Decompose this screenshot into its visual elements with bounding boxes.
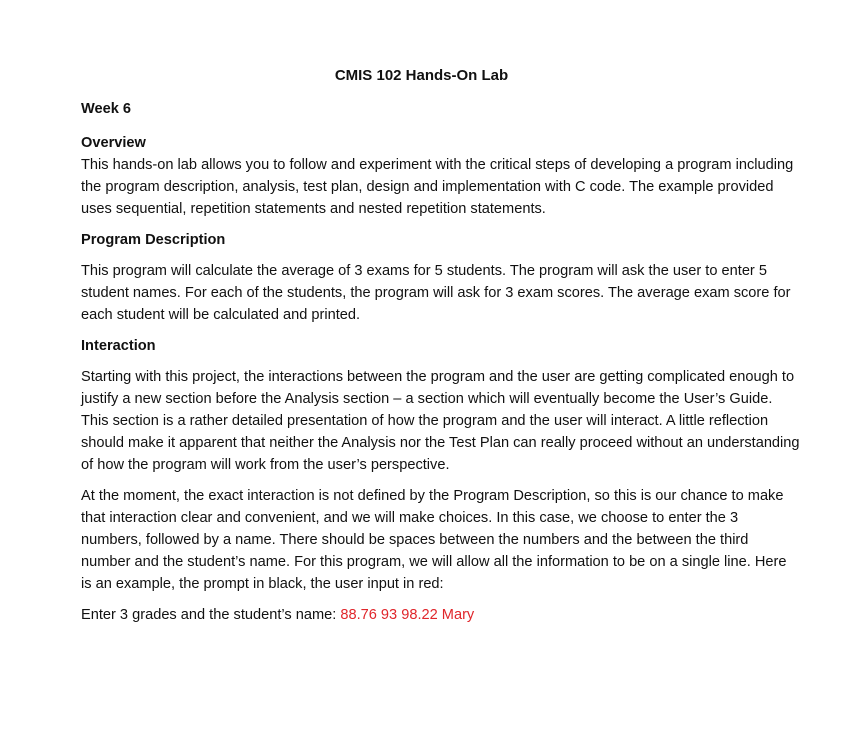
interaction-paragraph-1: Starting with this project, the interactions between the program and the user are getting complicated enough to justify a new section before the Analysis section – a section which will eventually become the User’s Guide. This section is a rather detailed presentation of how the program and the user will interact. A little reflection should make it apparent that neither the Analysis nor the Test Plan can really proceed without an understanding of how the program will work from the user’s perspective.: [81, 369, 800, 473]
document-title: CMIS 102 Hands-On Lab: [334, 67, 509, 84]
overview-heading: Overview: [81, 135, 146, 151]
document-body: [81, 98, 801, 626]
interaction-paragraph-2: At the moment, the exact interaction is not defined by the Program Description, so this is our chance to make that interaction clear and convenient, and we will make choices. In this case, we choose to enter the 3 numbers, followed by a name. There should be spaces between the numbers and the between the third number and the student’s name. For this program, we will allow all the information to be on a single line. Here is an example, the prompt in black, the user input in red:: [81, 488, 787, 592]
interaction-heading: Interaction: [81, 338, 156, 354]
example-prompt: Enter 3 grades and the student’s name:: [81, 607, 341, 623]
program-description-paragraph: This program will calculate the average of 3 exams for 5 students. The program will ask the user to enter 5 student names. For each of the students, the program will ask for 3 exam scores. The average exam score for each student will be calculated and printed.: [81, 263, 791, 323]
week-heading: Week 6: [81, 101, 132, 117]
program-description-heading: Program Description: [81, 232, 226, 248]
example-interaction-line: [81, 604, 801, 626]
overview-paragraph: This hands-on lab allows you to follow and experiment with the critical steps of developing a program including the program description, analysis, test plan, design and implementation with C code. The example provided uses sequential, repetition statements and nested repetition statements.: [81, 157, 794, 217]
example-user-input: 88.76 93 98.22 Mary: [340, 607, 475, 623]
